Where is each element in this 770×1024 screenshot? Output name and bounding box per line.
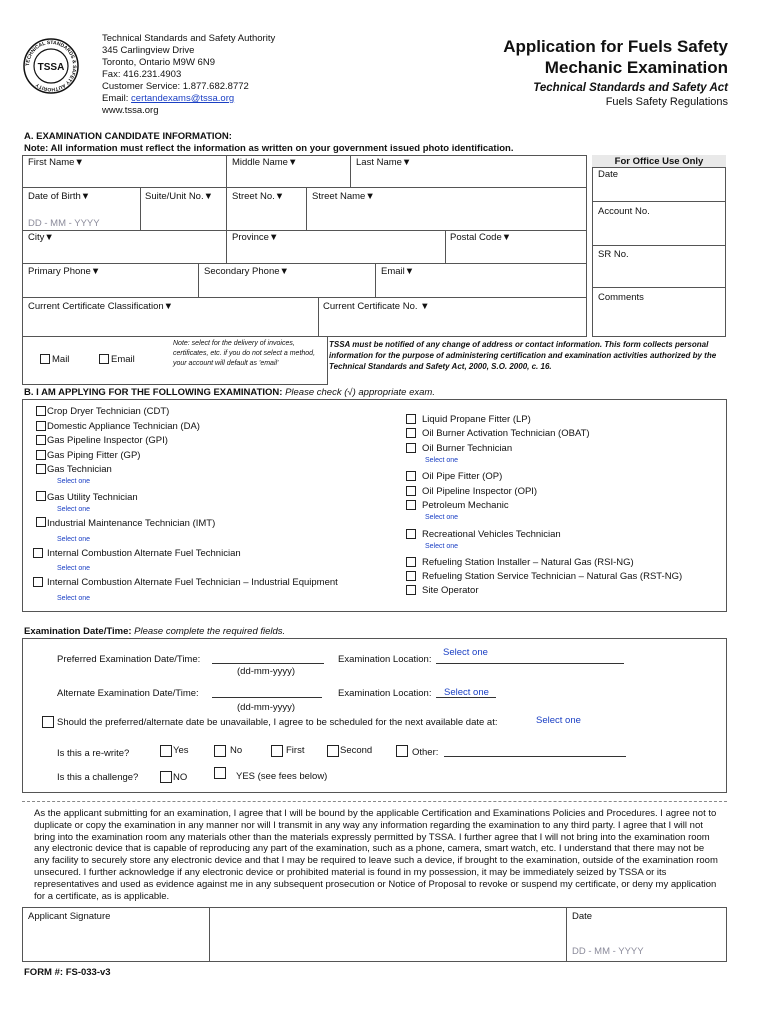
dob-label[interactable]: Date of Birth▼: [28, 191, 91, 202]
office-account-label: Account No.: [598, 206, 650, 217]
select-imt[interactable]: Select one: [57, 536, 91, 543]
exam-site-operator: Site Operator: [422, 585, 479, 596]
exam-rv: Recreational Vehicles Technician: [422, 529, 561, 540]
checkbox-gp[interactable]: [36, 450, 46, 460]
email-checkbox[interactable]: [99, 354, 109, 364]
cert-class-label[interactable]: Current Certificate Classification▼: [28, 301, 174, 312]
tssa-logo: [22, 37, 80, 95]
section-a-heading: A. EXAMINATION CANDIDATE INFORMATION:: [24, 131, 232, 142]
exam-da: Domestic Appliance Technician (DA): [47, 421, 200, 432]
last-name-label[interactable]: Last Name▼: [356, 157, 412, 168]
rewrite-no-checkbox[interactable]: [214, 745, 226, 757]
org-email-label: Email:: [102, 93, 132, 104]
street-no-label[interactable]: Street No.▼: [232, 191, 285, 202]
delivery-note: Note: select for the delivery of invoices, certificates, etc. if you do not select a method, your account will default as 'email': [173, 340, 316, 367]
alternate-location-label: Examination Location:: [338, 688, 432, 699]
section-b-heading: B. I AM APPLYING FOR THE FOLLOWING EXAMINATION:: [24, 387, 283, 398]
preferred-date-field[interactable]: [212, 663, 324, 664]
title-line1: Application for Fuels Safety: [503, 37, 728, 56]
office-sr-label: SR No.: [598, 249, 629, 260]
select-petroleum[interactable]: Select one: [425, 514, 459, 521]
signature-label: Applicant Signature: [28, 911, 111, 922]
checkbox-da[interactable]: [36, 421, 46, 431]
checkbox-obat[interactable]: [406, 428, 416, 438]
rewrite-yes-label: Yes: [173, 745, 189, 756]
alternate-date-format: (dd-mm-yyyy): [237, 702, 296, 713]
select-gas-technician[interactable]: Select one: [57, 478, 91, 485]
act-name: Technical Standards and Safety Act: [533, 82, 728, 94]
section-a-note: Note: All information must reflect the information as written on your government issued photo identification.: [24, 143, 514, 154]
org-address2: Toronto, Ontario M9W 6N9: [102, 57, 215, 68]
office-date-label: Date: [598, 169, 619, 180]
street-name-label[interactable]: Street Name▼: [312, 191, 375, 202]
org-website: www.tssa.org: [102, 105, 159, 116]
cert-no-label[interactable]: Current Certificate No. ▼: [323, 301, 430, 312]
exam-cdt: Crop Dryer Technician (CDT): [47, 406, 170, 417]
secondary-phone-label[interactable]: Secondary Phone▼: [204, 266, 289, 277]
exam-gp: Gas Piping Fitter (GP): [47, 450, 141, 461]
select-icaft[interactable]: Select one: [57, 565, 91, 572]
preferred-location-label: Examination Location:: [338, 654, 432, 665]
exam-petroleum: Petroleum Mechanic: [422, 500, 509, 511]
next-available-label: Should the preferred/alternate date be unavailable, I agree to be scheduled for the next available date at:: [57, 717, 498, 728]
org-address1: 345 Carlingview Drive: [102, 45, 195, 56]
regs-name: Fuels Safety Regulations: [605, 96, 728, 108]
checkbox-rv[interactable]: [406, 529, 416, 539]
checkbox-op[interactable]: [406, 471, 416, 481]
rewrite-other-field[interactable]: [444, 756, 626, 757]
exam-gas-technician: Gas Technician: [47, 464, 112, 475]
email-option-label: Email: [111, 354, 135, 365]
select-oil-burner[interactable]: Select one: [425, 457, 459, 464]
form-number: FORM #: FS-033-v3: [24, 967, 111, 978]
rewrite-other-checkbox[interactable]: [396, 745, 408, 757]
checkbox-petroleum[interactable]: [406, 500, 416, 510]
alternate-date-field[interactable]: [212, 697, 322, 698]
rewrite-first-checkbox[interactable]: [271, 745, 283, 757]
preferred-date-label: Preferred Examination Date/Time:: [57, 654, 201, 665]
checkbox-cdt[interactable]: [36, 406, 46, 416]
privacy-notice: TSSA must be notified of any change of address or contact information. This form collects personal information for the purpose of administering certification and examination activities authorized by the Technical Standards and Safety Act, 2000, S.O. 2000, c. 16.: [329, 340, 717, 371]
preferred-location-select[interactable]: Select one: [443, 647, 488, 658]
exam-icaft-industrial: Internal Combustion Alternate Fuel Technician – Industrial Equipment: [47, 577, 338, 588]
exam-imt: Industrial Maintenance Technician (IMT): [47, 518, 216, 529]
title-line2: Mechanic Examination: [544, 58, 728, 77]
checkbox-gas-technician[interactable]: [36, 464, 46, 474]
checkbox-opi[interactable]: [406, 486, 416, 496]
exam-opi: Oil Pipeline Inspector (OPI): [422, 486, 538, 497]
exam-rst-ng: Refueling Station Service Technician – Natural Gas (RST-NG): [422, 571, 683, 582]
select-rv[interactable]: Select one: [425, 543, 459, 550]
rewrite-no-label: No: [230, 745, 243, 756]
org-customer-service: Customer Service: 1.877.682.8772: [102, 81, 249, 92]
checkbox-oil-burner[interactable]: [406, 443, 416, 453]
checkbox-icaft-industrial[interactable]: [33, 577, 43, 587]
select-icaft-industrial[interactable]: Select one: [57, 595, 91, 602]
suite-label[interactable]: Suite/Unit No.▼: [145, 191, 214, 202]
checkbox-rsi-ng[interactable]: [406, 557, 416, 567]
select-gas-utility[interactable]: Select one: [57, 506, 91, 513]
dob-placeholder[interactable]: DD - MM - YYYY: [28, 218, 100, 229]
mail-checkbox[interactable]: [40, 354, 50, 364]
checkbox-imt[interactable]: [36, 517, 46, 527]
declaration-text: As the applicant submitting for an examination, I agree that I will be bound by the applicable Certification and Examinations Policies and Procedures. I agree not to duplicate or copy the examination in any manner nor will I transmit in any way any information regarding the examination to any third party. I agree that I will not bring into the examination room any materials other than the materials expressly permitted by TSSA. I further agree that I will not bring into the examination room any electronic device that is capable of reproducing any part of the examination, such as a phone, camera, smart watch, etc. I understand that there may not be any facility to securely store any electronic device and that I may be required to leave such a device, if brought to the examination, outside of the examination room unsecured. I further acknowledge if any electronic device or prohibited material is found in my possession, it may be immediately seized by TSSA or its representatives and used as evidence against me in any subsequent prosecution or Notice of Proposal to revoke or suspend my certificate, or deny my application for a certificate, as is applicable.: [34, 808, 718, 902]
next-available-checkbox[interactable]: [42, 716, 54, 728]
svg-text:TSSA: TSSA: [37, 62, 65, 73]
mail-label: Mail: [52, 354, 70, 365]
exam-op: Oil Pipe Fitter (OP): [422, 471, 503, 482]
office-use-box: [592, 155, 726, 337]
challenge-yes-label: YES (see fees below): [236, 771, 328, 782]
province-label[interactable]: Province▼: [232, 232, 279, 243]
checkbox-gas-utility[interactable]: [36, 491, 46, 501]
office-use-header: For Office Use Only: [592, 155, 726, 168]
alternate-date-label: Alternate Examination Date/Time:: [57, 688, 199, 699]
exam-rsi-ng: Refueling Station Installer – Natural Gas (RSI-NG): [422, 557, 634, 568]
challenge-no-label: NO: [173, 772, 188, 783]
exam-obat: Oil Burner Activation Technician (OBAT): [422, 428, 590, 439]
checkbox-gpi[interactable]: [36, 435, 46, 445]
exam-gpi: Gas Pipeline Inspector (GPI): [47, 435, 168, 446]
exam-gas-utility: Gas Utility Technician: [47, 492, 138, 503]
rewrite-other-label: Other:: [412, 747, 439, 758]
rewrite-second-label: Second: [340, 745, 373, 756]
org-fax: Fax: 416.231.4903: [102, 69, 182, 80]
city-label[interactable]: City▼: [28, 232, 54, 243]
challenge-no-checkbox[interactable]: [160, 771, 172, 783]
preferred-date-format: (dd-mm-yyyy): [237, 666, 296, 677]
org-name: Technical Standards and Safety Authority: [102, 33, 276, 44]
section-b-instr: Please check (√) appropriate exam.: [282, 387, 435, 398]
rewrite-yes-checkbox[interactable]: [160, 745, 172, 757]
checkbox-rst-ng[interactable]: [406, 571, 416, 581]
exam-lp: Liquid Propane Fitter (LP): [422, 414, 531, 425]
checkbox-site-operator[interactable]: [406, 585, 416, 595]
signature-date-label: Date: [572, 911, 593, 922]
primary-phone-label[interactable]: Primary Phone▼: [28, 266, 101, 277]
alternate-location-select[interactable]: Select one: [444, 687, 489, 698]
exam-date-instr: Please complete the required fields.: [131, 626, 286, 637]
middle-name-label[interactable]: Middle Name▼: [232, 157, 298, 168]
exam-icaft: Internal Combustion Alternate Fuel Technician: [47, 548, 241, 559]
office-comments-label: Comments: [598, 292, 644, 303]
rewrite-second-checkbox[interactable]: [327, 745, 339, 757]
signature-field[interactable]: [211, 909, 564, 960]
next-available-select[interactable]: Select one: [536, 715, 581, 726]
first-name-label[interactable]: First Name▼: [28, 157, 84, 168]
rewrite-first-label: First: [286, 745, 305, 756]
svg-text:TECHNICAL STANDARDS & SAFETY A: TECHNICAL STANDARDS & SAFETY AUTHORITY: [24, 39, 78, 93]
exam-oil-burner: Oil Burner Technician: [422, 443, 513, 454]
rewrite-question: Is this a re-write?: [57, 748, 130, 759]
signature-date-placeholder[interactable]: DD - MM - YYYY: [572, 946, 644, 957]
email-label[interactable]: Email▼: [381, 266, 415, 277]
checkbox-lp[interactable]: [406, 414, 416, 424]
org-email-link[interactable]: certandexams@tssa.org: [131, 93, 235, 104]
postal-label[interactable]: Postal Code▼: [450, 232, 512, 243]
exam-date-heading: Examination Date/Time:: [24, 626, 132, 637]
checkbox-icaft[interactable]: [33, 548, 43, 558]
challenge-yes-checkbox[interactable]: [214, 767, 226, 779]
preferred-location-field[interactable]: [436, 663, 624, 664]
challenge-question: Is this a challenge?: [57, 772, 139, 783]
separator: [22, 801, 727, 802]
